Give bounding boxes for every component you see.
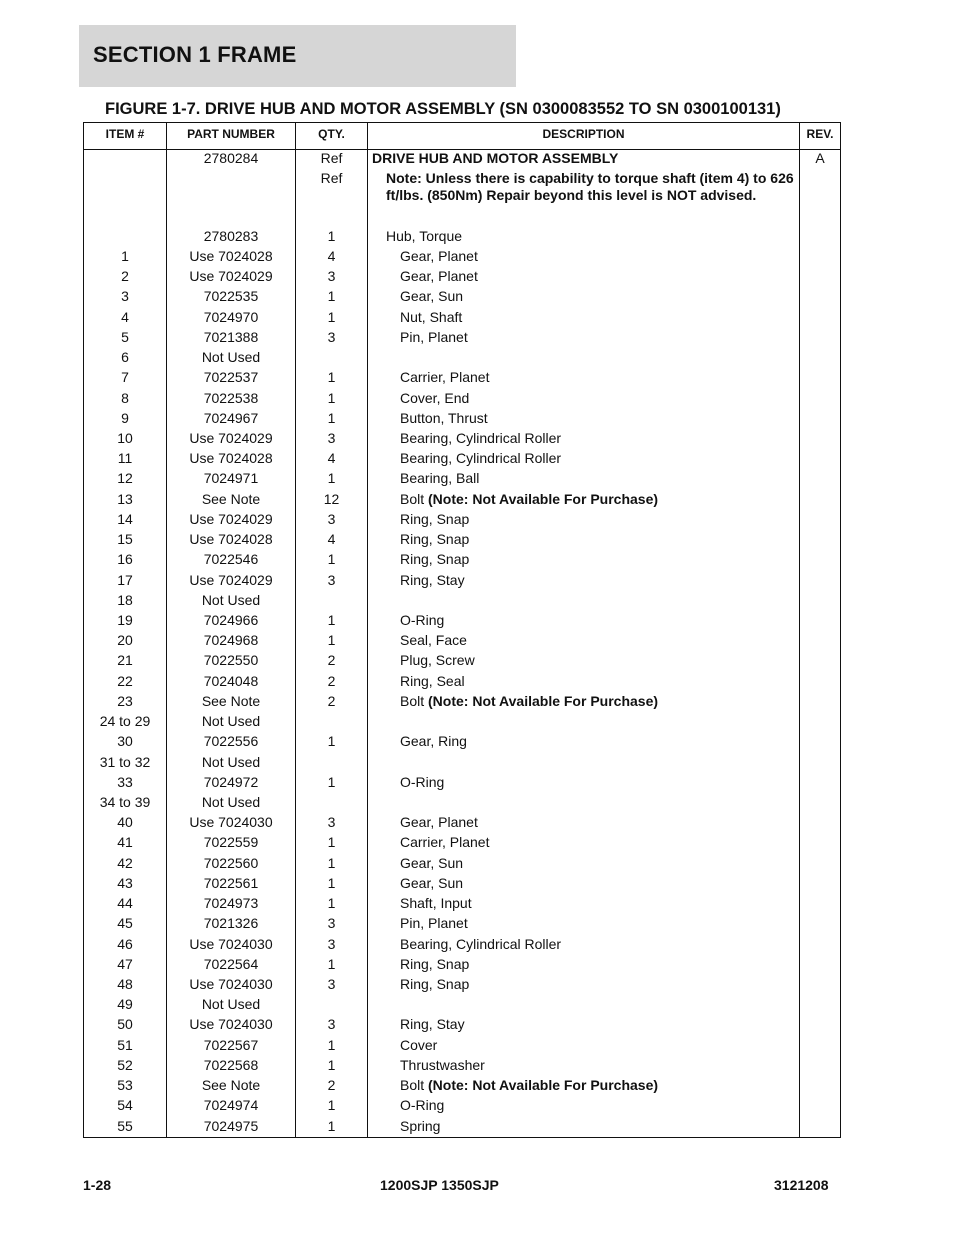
table-row: [84, 772, 840, 792]
part-number-cell: 7022556: [203, 733, 259, 750]
part-number-cell: Not Used: [201, 713, 261, 730]
description-text: Pin, Planet: [400, 915, 468, 932]
item-number-cell: 50: [117, 1016, 133, 1033]
item-number-cell: 51: [117, 1036, 133, 1053]
item-number-cell: 2: [121, 268, 129, 285]
description-cell: [372, 731, 830, 751]
part-number-cell: 7022537: [203, 369, 259, 386]
description-text: Bearing, Ball: [400, 470, 480, 487]
description-text: Gear, Ring: [400, 733, 467, 750]
description-cell: [372, 630, 830, 650]
table-row: [84, 812, 840, 832]
item-number-cell: 14: [117, 510, 133, 527]
header-description: DESCRIPTION: [542, 127, 625, 141]
part-number-cell: 7022564: [203, 955, 259, 972]
description-text: Seal, Face: [400, 632, 467, 649]
item-number-cell: 8: [121, 389, 129, 406]
qty-cell: 1: [327, 733, 336, 750]
description-text: O-Ring: [400, 773, 445, 790]
table-row: [84, 529, 840, 549]
part-number-cell: Use 7024030: [189, 975, 273, 992]
qty-cell: 1: [327, 773, 336, 790]
item-number-cell: 18: [117, 591, 133, 608]
part-number-cell: See Note: [201, 1077, 261, 1093]
description-cell: [372, 408, 830, 428]
qty-cell: 3: [327, 328, 336, 345]
qty-cell: 3: [327, 1016, 336, 1033]
description-text: Ring, Snap: [400, 975, 470, 992]
table-row: [84, 367, 840, 387]
description-text: Gear, Planet: [400, 268, 478, 285]
table-row: [84, 347, 840, 367]
item-number-cell: 11: [117, 450, 133, 467]
description-text: Ring, Snap: [400, 531, 470, 548]
description-text: O-Ring: [400, 612, 445, 628]
table-row: [84, 1035, 840, 1055]
description-text: Ring, Seal: [400, 672, 465, 689]
table-row: [84, 832, 840, 852]
item-number-cell: 20: [117, 632, 133, 649]
item-number-cell: 21: [117, 652, 133, 669]
description-cell: [372, 974, 830, 994]
table-row: [84, 509, 840, 529]
item-number-cell: 1: [121, 248, 129, 264]
table-row: [84, 893, 840, 913]
description-cell: [372, 489, 830, 509]
table-row: [84, 327, 840, 347]
qty-cell: 1: [327, 389, 336, 406]
table-row: [84, 388, 840, 408]
description-cell: [372, 266, 830, 286]
description-cell: DRIVE HUB AND MOTOR ASSEMBLY: [372, 150, 619, 166]
item-number-cell: 54: [117, 1097, 133, 1114]
part-number-cell: Use 7024028: [189, 450, 273, 467]
qty-cell: 1: [327, 1056, 336, 1073]
qty-cell: 12: [323, 490, 340, 507]
description-cell: [372, 1055, 830, 1075]
part-number-cell: Use 7024029: [189, 268, 273, 285]
table-row: [84, 286, 840, 306]
description-text: Ring, Stay: [400, 571, 465, 588]
description-cell: [372, 832, 830, 852]
table-row: [84, 1116, 840, 1136]
description-text: Pin, Planet: [400, 328, 468, 345]
item-number-cell: 16: [117, 551, 133, 568]
description-cell: [372, 367, 830, 387]
qty-cell: 1: [327, 288, 336, 305]
description-cell: [372, 853, 830, 873]
header-item: ITEM #: [105, 127, 145, 141]
qty-cell: Ref: [320, 170, 343, 186]
table-row: [84, 853, 840, 873]
item-number-cell: 47: [117, 955, 133, 972]
table-row: [84, 650, 840, 670]
qty-cell: 1: [327, 551, 336, 568]
qty-cell: 2: [327, 1077, 336, 1093]
part-number-cell: Not Used: [201, 349, 261, 366]
header-part-number: PART NUMBER: [187, 127, 275, 141]
item-number-cell: 45: [117, 915, 133, 932]
description-cell: [372, 1075, 830, 1095]
item-number-cell: 49: [117, 996, 133, 1013]
description-text: Carrier, Planet: [400, 834, 490, 851]
description-cell: [372, 1095, 830, 1115]
purchase-note: (Note: Not Available For Purchase): [428, 1077, 659, 1093]
description-text: Ring, Snap: [400, 551, 470, 568]
part-number-cell: Use 7024030: [189, 935, 273, 952]
description-cell: [372, 549, 830, 569]
item-number-cell: 42: [117, 854, 133, 871]
part-number-cell: 7024971: [203, 470, 259, 487]
description-cell: [372, 468, 830, 488]
description-text: Ring, Snap: [400, 510, 470, 527]
qty-cell: 1: [327, 369, 336, 386]
description-text: Spring: [400, 1117, 441, 1134]
part-number-cell: 7024048: [203, 672, 259, 689]
item-number-cell: 6: [121, 349, 129, 366]
qty-cell: 3: [327, 571, 336, 588]
description-text: Gear, Sun: [400, 288, 464, 305]
description-cell: [372, 772, 830, 792]
part-number-cell: Use 7024028: [189, 248, 273, 264]
figure-title: FIGURE 1-7. DRIVE HUB AND MOTOR ASSEMBLY (SN 0300083552 TO SN 0300100131): [105, 100, 781, 118]
table-row: [84, 448, 840, 468]
table-row: [84, 1075, 840, 1095]
part-number-cell: 2780283: [203, 228, 259, 244]
description-text: O-Ring: [400, 1097, 445, 1114]
table-row: [84, 711, 840, 731]
table-row: [84, 1095, 840, 1115]
description-text: Cover: [400, 1036, 438, 1053]
table-row: [84, 408, 840, 428]
table-row: [84, 590, 840, 610]
description-cell: [372, 529, 830, 549]
model-number: 1200SJP 1350SJP: [380, 1177, 499, 1193]
item-number-cell: 31 to 32: [99, 753, 151, 770]
qty-cell: 1: [327, 1036, 336, 1053]
description-cell: [372, 913, 830, 933]
part-number-cell: 7024972: [203, 773, 259, 790]
qty-cell: 1: [327, 874, 336, 891]
table-row: [84, 671, 840, 691]
item-number-cell: 13: [117, 490, 133, 507]
part-number-cell: 7022561: [203, 874, 259, 891]
description-text: Bolt: [400, 1077, 425, 1093]
item-number-cell: 44: [117, 895, 133, 911]
qty-cell: 2: [327, 692, 336, 709]
table-row: [84, 1014, 840, 1034]
description-text: Bearing, Cylindrical Roller: [400, 430, 562, 446]
part-number-cell: 7021326: [203, 915, 259, 932]
table-row: [84, 610, 840, 630]
description-cell: [372, 286, 830, 306]
table-row: [84, 630, 840, 650]
qty-cell: 1: [327, 228, 336, 244]
item-number-cell: 40: [117, 814, 133, 831]
item-number-cell: 55: [117, 1117, 133, 1134]
description-text: Gear, Sun: [400, 854, 464, 871]
table-row: [84, 974, 840, 994]
item-number-cell: 46: [117, 935, 133, 952]
qty-cell: 2: [327, 672, 336, 689]
qty-cell: 1: [327, 470, 336, 487]
qty-cell: 3: [327, 268, 336, 285]
part-number-cell: Not Used: [201, 753, 261, 770]
table-row: [84, 873, 840, 893]
parts-table: [83, 122, 841, 1138]
description-cell: [372, 610, 830, 630]
description-text: Cover, End: [400, 389, 470, 406]
item-number-cell: 3: [121, 288, 129, 305]
qty-cell: 3: [327, 975, 336, 992]
item-number-cell: 24 to 29: [99, 713, 151, 730]
part-number-cell: 7024973: [203, 895, 259, 911]
item-number-cell: 41: [117, 834, 133, 851]
part-number-cell: 7024967: [203, 409, 259, 426]
part-number-cell: 7022568: [203, 1056, 259, 1073]
table-row: [84, 570, 840, 590]
item-number-cell: 17: [117, 571, 133, 588]
part-number-cell: See Note: [201, 692, 261, 709]
part-number-cell: 7024974: [203, 1097, 259, 1114]
table-row: [84, 226, 840, 246]
description-cell: [372, 691, 830, 711]
qty-cell: 3: [327, 935, 336, 952]
description-cell: [372, 934, 830, 954]
part-number-cell: 7022550: [203, 652, 259, 669]
qty-cell: 1: [327, 308, 336, 325]
description-text: Shaft, Input: [400, 895, 472, 911]
table-row: [84, 246, 840, 266]
qty-cell: 1: [327, 854, 336, 871]
item-number-cell: 15: [117, 531, 133, 548]
qty-cell: 4: [327, 531, 336, 548]
description-cell: [372, 1116, 830, 1136]
part-number-cell: 7022538: [203, 389, 259, 406]
table-row: [84, 954, 840, 974]
description-cell: [372, 428, 830, 448]
item-number-cell: 4: [121, 308, 129, 325]
table-row: [84, 266, 840, 286]
part-number-cell: Use 7024029: [189, 510, 273, 527]
part-number-cell: Use 7024029: [189, 430, 273, 446]
table-row: [84, 934, 840, 954]
part-number-cell: Use 7024030: [189, 814, 273, 831]
table-row: [84, 792, 840, 812]
qty-cell: 4: [327, 450, 336, 467]
qty-cell: 1: [327, 834, 336, 851]
qty-cell: 4: [327, 248, 336, 264]
part-number-cell: 7022559: [203, 834, 259, 851]
assembly-note: Note: Unless there is capability to torque shaft (item 4) to 626 ft/lbs. (850Nm) Repair beyond this level is NOT advised.: [386, 170, 794, 203]
item-number-cell: 12: [117, 470, 133, 487]
qty-cell: 2: [327, 652, 336, 669]
description-text: Gear, Planet: [400, 814, 478, 831]
item-number-cell: 23: [117, 692, 133, 709]
part-number-cell: 7022560: [203, 854, 259, 871]
table-row: [84, 307, 840, 327]
item-number-cell: 33: [117, 773, 133, 790]
description-cell: [372, 1014, 830, 1034]
qty-cell: 3: [327, 814, 336, 831]
qty-cell: 1: [327, 409, 336, 426]
description-cell: [372, 570, 830, 590]
description-text: Carrier, Planet: [400, 369, 490, 386]
part-number-cell: Use 7024029: [189, 571, 273, 588]
table-row: [84, 549, 840, 569]
part-number-cell: Use 7024028: [189, 531, 273, 548]
qty-cell: 3: [327, 510, 336, 527]
description-cell: Hub, Torque: [386, 228, 463, 244]
item-number-cell: 43: [117, 874, 133, 891]
description-cell: [372, 954, 830, 974]
description-text: Bolt: [400, 490, 425, 507]
item-number-cell: 30: [117, 733, 133, 750]
item-number-cell: 34 to 39: [99, 793, 151, 810]
item-number-cell: 22: [117, 672, 133, 689]
section-banner: [79, 25, 516, 87]
part-number-cell: 7022546: [203, 551, 259, 568]
document-number: 3121208: [774, 1177, 829, 1193]
table-row: [84, 731, 840, 751]
qty-cell: Ref: [320, 150, 343, 166]
description-text: Gear, Planet: [400, 248, 478, 264]
part-number-cell: 7024975: [203, 1117, 259, 1134]
qty-cell: 1: [327, 612, 336, 628]
description-cell: [372, 448, 830, 468]
qty-cell: 3: [327, 915, 336, 932]
part-number-cell: See Note: [201, 490, 261, 507]
qty-cell: 1: [327, 1097, 336, 1114]
description-text: Ring, Snap: [400, 955, 470, 972]
description-cell: [372, 307, 830, 327]
rev-cell: A: [815, 150, 825, 166]
description-text: Button, Thrust: [400, 409, 488, 426]
item-number-cell: 10: [117, 430, 133, 446]
page-number: 1-28: [83, 1177, 112, 1193]
part-number-cell: 7022567: [203, 1036, 259, 1053]
section-title: SECTION 1 FRAME: [93, 42, 297, 67]
item-number-cell: 52: [117, 1056, 133, 1073]
description-cell: [372, 893, 830, 913]
description-text: Nut, Shaft: [400, 308, 463, 325]
description-cell: [372, 1035, 830, 1055]
part-number-cell: 7024966: [203, 612, 259, 628]
item-number-cell: 48: [117, 975, 133, 992]
part-number-cell: Not Used: [201, 996, 261, 1013]
part-number-cell: 7024970: [203, 308, 259, 325]
description-cell: [372, 327, 830, 347]
purchase-note: (Note: Not Available For Purchase): [428, 490, 659, 507]
table-row: [84, 994, 840, 1014]
part-number-cell: 2780284: [203, 150, 259, 166]
qty-cell: 1: [327, 955, 336, 972]
qty-cell: 1: [327, 632, 336, 649]
table-row: [84, 1055, 840, 1075]
description-text: Ring, Stay: [400, 1016, 465, 1033]
header-rev: REV.: [806, 127, 834, 141]
description-cell: [372, 509, 830, 529]
part-number-cell: Not Used: [201, 793, 261, 810]
table-row: [84, 691, 840, 711]
item-number-cell: 7: [121, 369, 129, 386]
description-text: Bearing, Cylindrical Roller: [400, 935, 562, 952]
part-number-cell: Use 7024030: [189, 1016, 273, 1033]
qty-cell: 1: [327, 895, 336, 911]
table-row: [84, 468, 840, 488]
table-row: [84, 148, 840, 168]
description-cell: [372, 671, 830, 691]
table-row: [84, 168, 840, 208]
qty-cell: 1: [327, 1117, 336, 1134]
description-cell: [372, 388, 830, 408]
part-number-cell: Not Used: [201, 591, 261, 608]
table-row: [84, 752, 840, 772]
description-cell: [372, 812, 830, 832]
purchase-note: (Note: Not Available For Purchase): [428, 692, 659, 709]
item-number-cell: 9: [121, 409, 129, 426]
table-row: [84, 489, 840, 509]
description-text: Bearing, Cylindrical Roller: [400, 450, 562, 467]
header-qty: QTY.: [318, 127, 345, 141]
item-number-cell: 5: [121, 328, 129, 345]
description-text: Gear, Sun: [400, 874, 464, 891]
item-number-cell: 53: [117, 1077, 133, 1093]
part-number-cell: 7022535: [203, 288, 259, 305]
description-cell: [372, 873, 830, 893]
part-number-cell: 7024968: [203, 632, 259, 649]
description-text: Plug, Screw: [400, 652, 475, 669]
table-row: [84, 913, 840, 933]
description-text: Bolt: [400, 692, 425, 709]
item-number-cell: 19: [117, 612, 133, 628]
description-cell: [372, 246, 830, 266]
part-number-cell: 7021388: [203, 328, 259, 345]
description-text: Thrustwasher: [400, 1056, 485, 1073]
table-row: [84, 428, 840, 448]
description-cell: [372, 650, 830, 670]
qty-cell: 3: [327, 430, 336, 446]
